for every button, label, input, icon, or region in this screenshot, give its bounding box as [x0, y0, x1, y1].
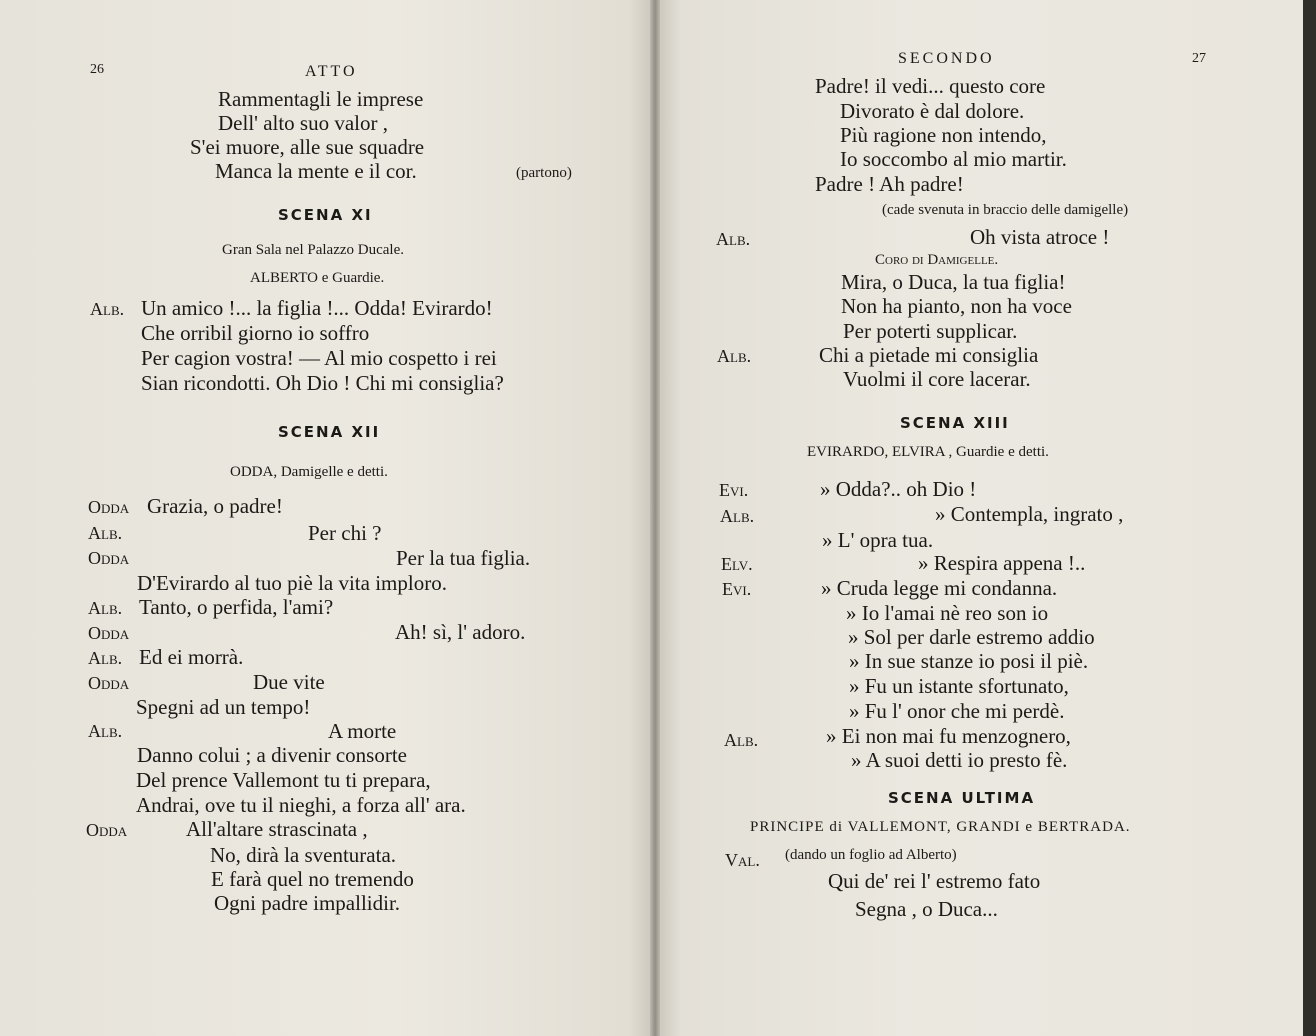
verse-line: Per poterti supplicar. [843, 319, 1018, 343]
verse-line: Per la tua figlia. [396, 546, 531, 570]
speaker-label: Evi. [722, 579, 752, 599]
verse-line: » Ei non mai fu menzognero, [826, 724, 1071, 748]
verse-line: S'ei muore, alle sue squadre [190, 135, 425, 159]
verse-line: Chi a pietade mi consiglia [819, 343, 1039, 367]
verse-line: A morte [328, 719, 397, 743]
verse-line: Andrai, ove tu il nieghi, a forza all' ara. [136, 793, 466, 817]
scene-characters: ALBERTO e Guardie. [250, 270, 385, 286]
page-number-right: 27 [1192, 51, 1206, 66]
verse-line: Rammentagli le imprese [218, 87, 424, 111]
speaker-label: Alb. [717, 346, 752, 366]
running-head-right: SECONDO [898, 50, 995, 67]
stage-direction: (dando un foglio ad Alberto) [785, 847, 957, 863]
scene-heading: SCENA XIII [900, 414, 1010, 432]
verse-line: Padre! il vedi... questo core [815, 74, 1046, 98]
speaker-label: Evi. [719, 480, 749, 500]
stage-direction: (cade svenuta in braccio delle damigelle) [882, 202, 1129, 218]
book-gutter [650, 0, 660, 1036]
verse-line: Del prence Vallemont tu ti prepara, [136, 768, 431, 792]
verse-line: Padre ! Ah padre! [815, 172, 964, 196]
verse-line: Divorato è dal dolore. [840, 99, 1025, 123]
speaker-label: Alb. [720, 506, 755, 526]
verse-line: E farà quel no tremendo [211, 867, 414, 891]
running-head-left: ATTO [305, 63, 358, 80]
speaker-label: Odda [88, 497, 130, 517]
speaker-label: Alb. [88, 648, 123, 668]
verse-line: Ogni padre impallidir. [214, 891, 401, 915]
verse-line: » Contempla, ingrato , [935, 502, 1124, 526]
verse-line: » Cruda legge mi condanna. [821, 576, 1058, 600]
verse-line: » A suoi detti io presto fè. [851, 748, 1068, 772]
background-edge [1303, 0, 1316, 1036]
verse-line: All'altare strascinata , [186, 817, 368, 841]
verse-line: Vuolmi il core lacerar. [843, 367, 1031, 391]
verse-line: » Fu l' onor che mi perdè. [849, 699, 1065, 723]
verse-line: Manca la mente e il cor. [215, 159, 417, 183]
verse-line: Per chi ? [308, 521, 382, 545]
speaker-label: Alb. [716, 229, 751, 249]
verse-line: » In sue stanze io posi il piè. [849, 649, 1089, 673]
verse-line: » Io l'amai nè reo son io [846, 601, 1049, 625]
speaker-label: Odda [88, 623, 130, 643]
verse-line: » Sol per darle estremo addio [848, 625, 1095, 649]
verse-line: Dell' alto suo valor , [218, 111, 388, 135]
speaker-label: Val. [725, 850, 760, 870]
verse-line: Danno colui ; a divenir consorte [137, 743, 408, 767]
speaker-label: Elv. [721, 554, 753, 574]
scene-characters: ODDA, Damigelle e detti. [230, 464, 388, 480]
speaker-label: Alb. [90, 299, 125, 319]
scene-characters: PRINCIPE di VALLEMONT, GRANDI e BERTRADA. [750, 819, 1131, 835]
verse-line: » Fu un istante sfortunato, [849, 674, 1069, 698]
verse-line: Due vite [253, 670, 325, 694]
chorus-label: Coro di Damigelle. [875, 252, 999, 268]
scene-setting: Gran Sala nel Palazzo Ducale. [222, 242, 404, 258]
scene-heading: SCENA XII [278, 423, 381, 441]
scene-heading: SCENA XI [278, 206, 373, 224]
speaker-label: Alb. [88, 721, 123, 741]
verse-line: Ah! sì, l' adoro. [395, 620, 526, 644]
verse-line: Un amico !... la figlia !... Odda! Evirardo! [141, 296, 493, 320]
verse-line: Io soccombo al mio martir. [840, 147, 1067, 171]
verse-line: Per cagion vostra! — Al mio cospetto i rei [141, 346, 497, 370]
speaker-label: Alb. [88, 523, 123, 543]
speaker-label: Odda [88, 673, 130, 693]
speaker-label: Odda [86, 820, 128, 840]
stage-direction: (partono) [516, 165, 572, 181]
scene-heading: SCENA ULTIMA [888, 789, 1036, 807]
verse-line: Grazia, o padre! [147, 494, 283, 518]
verse-line: No, dirà la sventurata. [210, 843, 397, 867]
speaker-label: Alb. [88, 598, 123, 618]
verse-line: Mira, o Duca, la tua figlia! [841, 270, 1066, 294]
verse-line: Più ragione non intendo, [840, 123, 1047, 147]
verse-line: Sian ricondotti. Oh Dio ! Chi mi consiglia? [141, 371, 504, 395]
verse-line: D'Evirardo al tuo piè la vita imploro. [137, 571, 447, 595]
page-number-left: 26 [90, 62, 104, 77]
verse-line: Segna , o Duca... [855, 897, 998, 921]
speaker-label: Alb. [724, 730, 759, 750]
verse-line: Tanto, o perfida, l'ami? [139, 595, 334, 619]
scene-characters: EVIRARDO, ELVIRA , Guardie e detti. [807, 444, 1049, 460]
verse-line: Non ha pianto, non ha voce [841, 294, 1072, 318]
verse-line: Spegni ad un tempo! [136, 695, 311, 719]
verse-line: Ed ei morrà. [139, 645, 244, 669]
verse-line: Qui de' rei l' estremo fato [828, 869, 1041, 893]
verse-line: Oh vista atroce ! [970, 225, 1110, 249]
verse-line: » Odda?.. oh Dio ! [820, 477, 977, 501]
speaker-label: Odda [88, 548, 130, 568]
verse-line: Che orribil giorno io soffro [141, 321, 370, 345]
verse-line: » L' opra tua. [822, 528, 934, 552]
verse-line: » Respira appena !.. [918, 551, 1086, 575]
